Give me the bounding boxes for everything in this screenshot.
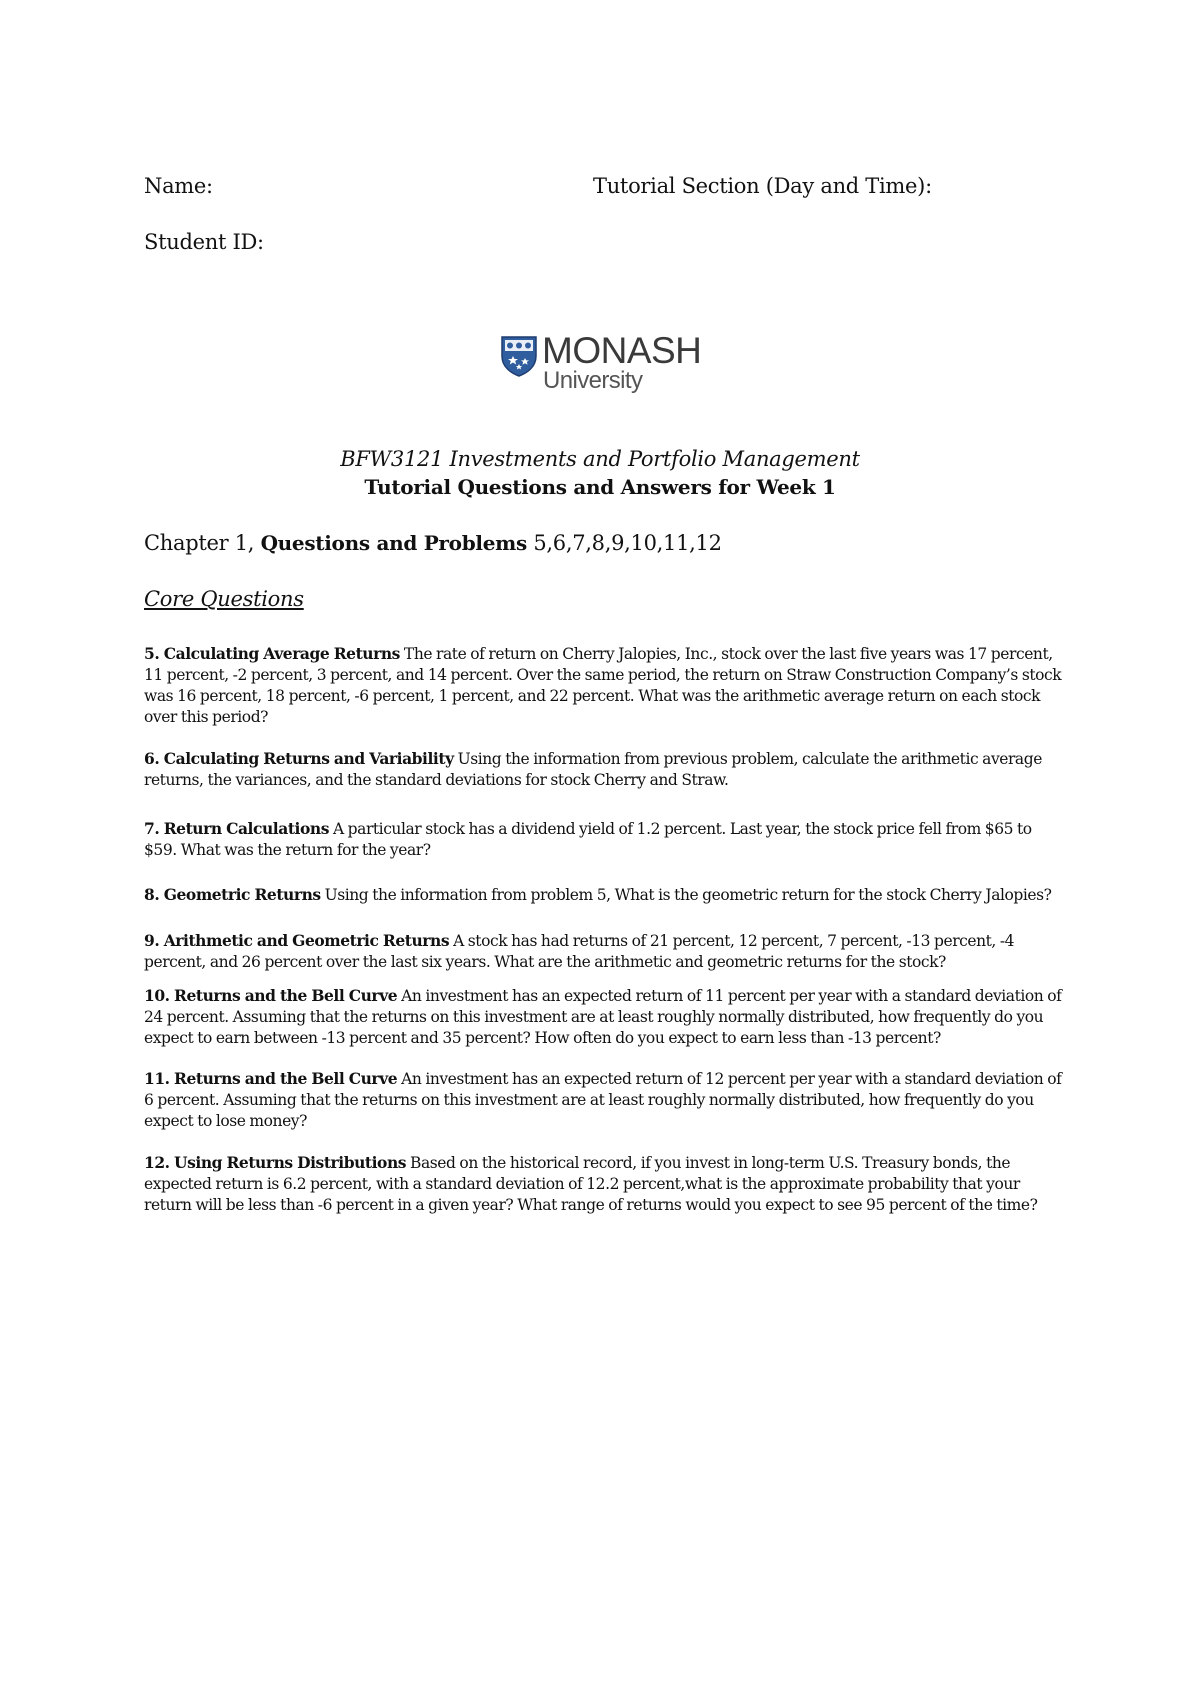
- chapter-line: [144, 531, 722, 555]
- section-heading: Core Questions: [144, 587, 304, 611]
- question-body: A particular stock has a dividend yield of 1.2 percent. Last year, the stock price fell from $65 to $59. What was the return for the year?: [144, 820, 1032, 859]
- tutorial-section-label: Tutorial Section (Day and Time):: [593, 174, 932, 198]
- question-title: 9. Arithmetic and Geometric Returns: [144, 931, 450, 950]
- student-id-label: Student ID:: [144, 230, 264, 254]
- monash-university-logo: [497, 331, 707, 399]
- question-item: [144, 884, 1064, 906]
- question-body: Using the information from problem 5, What is the geometric return for the stock Cherry Jalopies?: [320, 886, 1052, 904]
- logo-main-text: MONASH: [542, 330, 702, 371]
- question-body: An investment has an expected return of 12 percent per year with a standard deviation of 6 percent. Assuming that the returns on this investment are at least roughly normally distributed, how frequently do you expect to lose money?: [144, 1070, 1062, 1130]
- question-item: [144, 1068, 1064, 1132]
- question-body: A stock has had returns of 21 percent, 12 percent, 7 percent, -13 percent, -4 percent, and 26 percent over the last six years. What are the arithmetic and geometric returns for the stock?: [144, 932, 1015, 971]
- question-item: [144, 748, 1064, 791]
- logo-sub-text: University: [543, 367, 643, 394]
- question-body: Based on the historical record, if you invest in long-term U.S. Treasury bonds, the expected return is 6.2 percent, with a standard deviation of 12.2 percent,what is the approximate probability that your return will be less than -6 percent in a given year? What range of returns would you expect to see 95 percent of the time?: [144, 1154, 1038, 1214]
- question-title: 10. Returns and the Bell Curve: [144, 986, 398, 1005]
- question-title: 7. Return Calculations: [144, 819, 329, 838]
- question-body: The rate of return on Cherry Jalopies, Inc., stock over the last five years was 17 percent, 11 percent, -2 percent, 3 percent, and 14 percent. Over the same period, the return on Straw Construction Company’s stock was 16 percent, 18 percent, -6 percent, 1 percent, and 22 percent. What was the arithmetic average return on each stock over this period?: [144, 645, 1062, 726]
- question-item: [144, 985, 1064, 1049]
- monash-crest-icon: [499, 334, 539, 378]
- name-label: Name:: [144, 174, 213, 198]
- question-title: 5. Calculating Average Returns: [144, 644, 400, 663]
- question-item: [144, 818, 1064, 861]
- chapter-prefix: Chapter 1,: [144, 531, 261, 555]
- question-item: [144, 930, 1064, 973]
- chapter-bold: Questions and Problems: [260, 531, 527, 555]
- question-body: An investment has an expected return of 11 percent per year with a standard deviation of 24 percent. Assuming that the returns on this investment are at least roughly normally distributed, how frequently do you expect to earn between -13 percent and 35 percent? How often do you expect to earn less than -13 percent?: [144, 987, 1062, 1047]
- document-title: Tutorial Questions and Answers for Week 1: [364, 475, 836, 499]
- question-title: 11. Returns and the Bell Curve: [144, 1069, 398, 1088]
- question-title: 6. Calculating Returns and Variability: [144, 749, 454, 768]
- course-title: BFW3121 Investments and Portfolio Management: [340, 447, 860, 471]
- question-item: [144, 1152, 1064, 1216]
- question-title: 8. Geometric Returns: [144, 885, 321, 904]
- question-item: [144, 643, 1064, 728]
- question-title: 12. Using Returns Distributions: [144, 1153, 407, 1172]
- chapter-suffix: 5,6,7,8,9,10,11,12: [526, 531, 722, 555]
- question-body: Using the information from previous problem, calculate the arithmetic average returns, the variances, and the standard deviations for stock Cherry and Straw.: [144, 750, 1042, 789]
